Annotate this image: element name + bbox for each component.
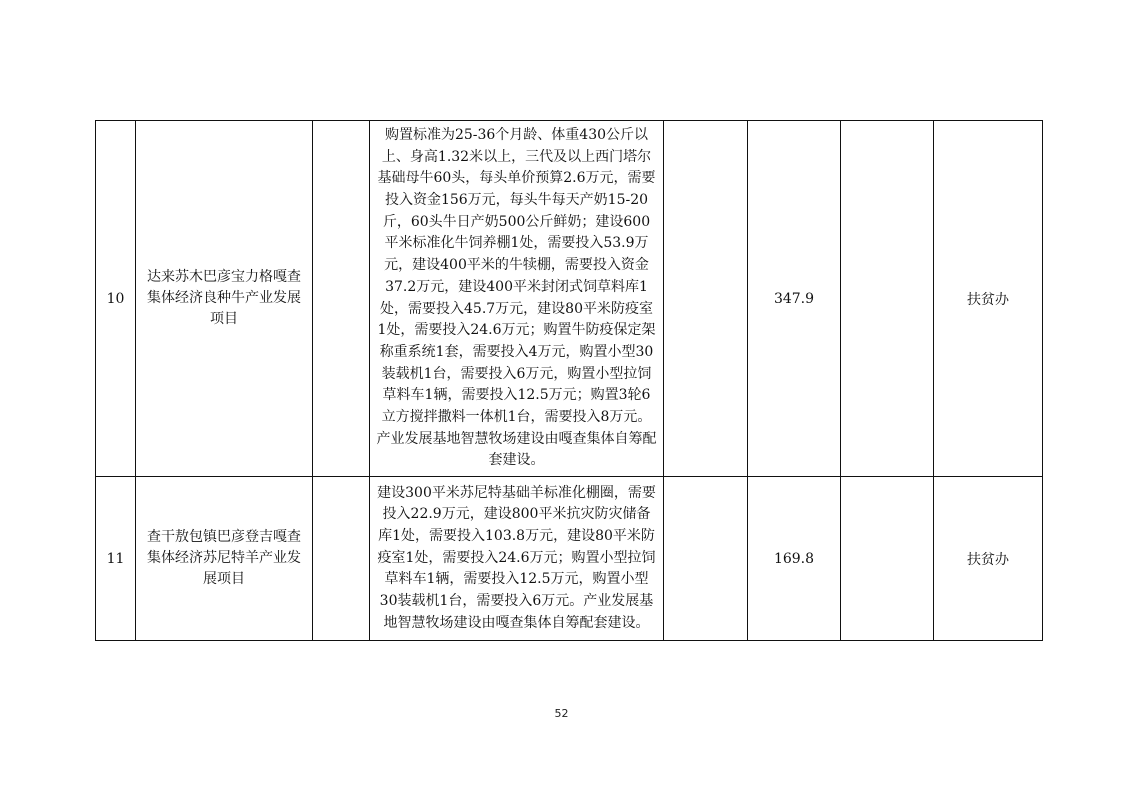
row-index-cell: 10 — [96, 121, 136, 477]
department-cell: 扶贫办 — [934, 121, 1043, 477]
project-name-cell: 查干敖包镇巴彦登吉嘎查集体经济苏尼特羊产业发展项目 — [136, 477, 313, 641]
project-name-cell: 达来苏木巴彦宝力格嘎查集体经济良种牛产业发展项目 — [136, 121, 313, 477]
amount-cell: 169.8 — [748, 477, 841, 641]
department-cell: 扶贫办 — [934, 477, 1043, 641]
page-number: 52 — [554, 707, 569, 720]
row-index-cell: 11 — [96, 477, 136, 641]
project-description-cell: 购置标准为25-36个月龄、体重430公斤以上、身高1.32米以上，三代及以上西门塔尔基础母牛60头，每头单价预算2.6万元，需要投入资金156万元，每头牛每天产奶15-20斤，60头牛日产奶500公斤鲜奶；建设600平米标准化牛饲养棚1处，需要投入53.9万元，建设400平米的牛犊棚，需要投入资金37.2万元，建设400平米封闭式饲草料库1处，需要投入45.7万元，建设80平米防疫室1处，需要投入24.6万元；购置牛防疫保定架称重系统1套，需要投入4万元，购置小型30装载机1台，需要投入6万元，购置小型拉饲草料车1辆，需要投入12.5万元；购置3轮6立方搅拌撒料一体机1台，需要投入8万元。产业发展基地智慧牧场建设由嘎查集体自筹配套建设。 — [370, 121, 664, 477]
table-row — [96, 477, 1043, 641]
empty-cell — [664, 121, 748, 477]
amount-cell: 347.9 — [748, 121, 841, 477]
project-table — [95, 120, 1043, 641]
empty-cell — [841, 477, 934, 641]
empty-cell — [841, 121, 934, 477]
project-description-cell: 建设300平米苏尼特基础羊标准化棚圈，需要投入22.9万元，建设800平米抗灾防灾储备库1处，需要投入103.8万元，建设80平米防疫室1处，需要投入24.6万元；购置小型拉饲草料车1辆，需要投入12.5万元，购置小型30装载机1台，需要投入6万元。产业发展基地智慧牧场建设由嘎查集体自筹配套建设。 — [370, 477, 664, 641]
empty-cell — [313, 121, 370, 477]
empty-cell — [313, 477, 370, 641]
table-row — [96, 121, 1043, 477]
empty-cell — [664, 477, 748, 641]
